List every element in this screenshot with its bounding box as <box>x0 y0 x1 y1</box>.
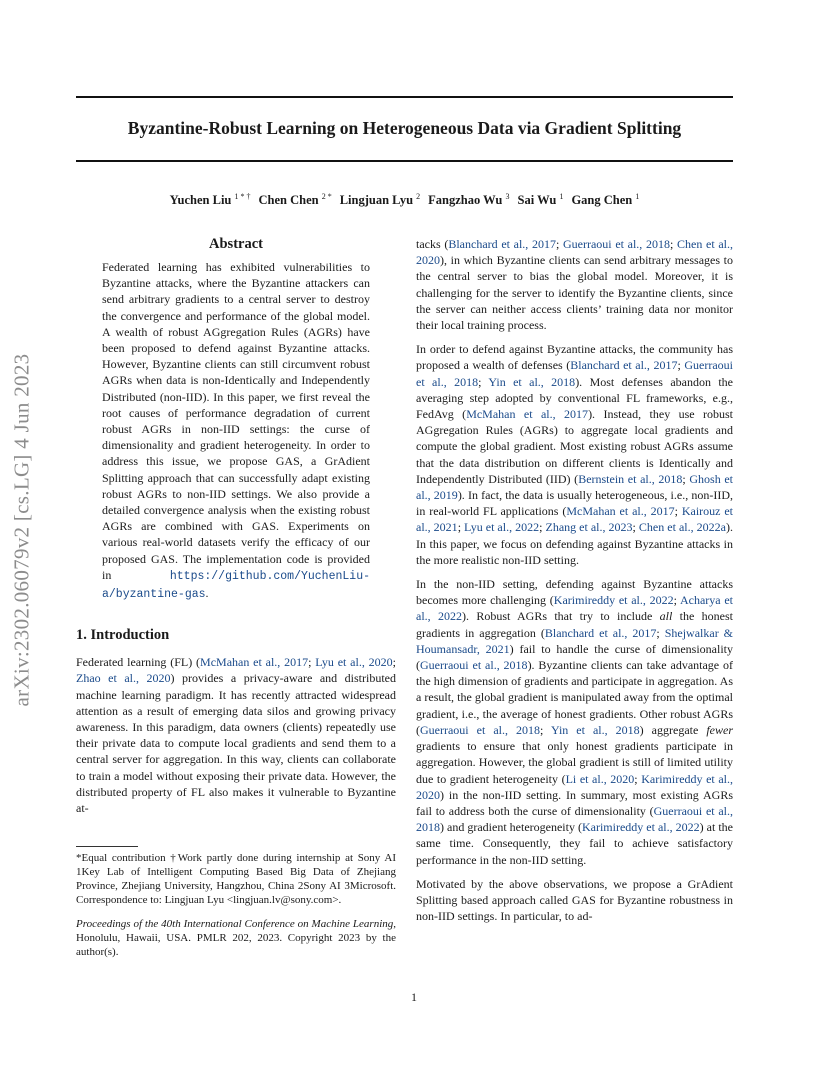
citation-link[interactable]: Guerraoui et al., 2018 <box>420 722 541 737</box>
top-rule <box>76 96 733 98</box>
citation-link[interactable]: McMahan et al., 2017 <box>566 504 675 519</box>
citation-link[interactable]: Blanchard et al., 2017 <box>570 358 678 373</box>
citation-link[interactable]: Lyu et al., 2022 <box>464 520 540 535</box>
author-name: Yuchen Liu $^{1 * \dagger}$ <box>169 192 251 208</box>
citation-link[interactable]: Karimireddy et al., 2020 <box>416 771 734 802</box>
citation-link[interactable]: Guerraoui et al., 2018 <box>416 803 733 835</box>
emphasis: fewer <box>706 722 733 737</box>
citation-link[interactable]: Blanchard et al., 2017 <box>448 237 556 251</box>
citation-link[interactable]: Acharya et al., 2022 <box>416 593 733 624</box>
code-link[interactable]: https://github.com/YuchenLiu-a/byzantine-gas <box>102 569 370 602</box>
arxiv-id: arXiv:2302.06079v2 [cs.LG] 4 Jun 2023 <box>9 353 34 707</box>
abstract-heading: Abstract <box>209 236 263 252</box>
author-name: Gang Chen $^1$ <box>571 192 640 208</box>
author-name: Chen Chen $^{2 *}$ <box>258 192 332 208</box>
citation-link[interactable]: Guerraoui et al., 2018 <box>420 658 528 673</box>
proceedings-venue: Proceedings of the 40th International Conference on Machine Learning <box>76 918 394 930</box>
abstract-body: Federated learning has exhibited vulnerabilities to Byzantine attacks, where the Byzantine attackers can send arbitrary gradients to a central server to destroy the convergence and performance of the global model. A wealth of robust AGgregation Rules (AGRs) have been proposed to defend against Byzantine attacks. However, Byzantine clients can still circumvent robust AGRs when data is non-Identically and Independently Distributed (non-IID). In this paper, we first reveal the root causes of performance degradation of current robust AGRs in non-IID settings: the curse of dimensionality and gradient heterogeneity. In order to address this issue, we propose GAS, a GrAdient Splitting approach that can successfully adapt existing robust AGRs to non-IID settings. We also provide a detailed convergence analysis when the existing robust AGRs are combined with GAS. Experiments on various real-world datasets verify the efficacy of our proposed GAS. The implementation code is provided in <box>102 260 370 582</box>
author-list <box>76 192 733 208</box>
author-name: Fangzhao Wu $^3$ <box>428 192 510 208</box>
affiliation-footnote: *Equal contribution †Work partly done during internship at Sony AI 1Key Lab of Intelligent Computing Based Big Data of Zhejiang Province, Zhejiang University, Hangzhou, China 2Sony AI 3Microsoft. Correspondence to: Lingjuan Lyu <lingjuan.lv@sony.com>. <box>76 852 396 906</box>
author-affiliation-mark: 2 <box>416 192 421 201</box>
citation-link[interactable]: Yin et al., 2018 <box>550 722 640 737</box>
proceedings-details: , Honolulu, Hawaii, USA. PMLR 202, 2023. Copyright 2023 by the author(s). <box>76 918 396 958</box>
abstract-end: . <box>205 586 209 601</box>
citation-link[interactable]: Bernstein et al., 2018 <box>578 471 683 486</box>
citation-link[interactable]: Blanchard et al., 2017 <box>544 625 657 640</box>
citation-link[interactable]: McMahan et al., 2017 <box>200 655 309 670</box>
citation-link[interactable]: Chen et al., 2022a <box>638 520 726 535</box>
page-number: 1 <box>411 990 417 1004</box>
footnote-rule <box>76 846 138 847</box>
citation-link[interactable]: Yin et al., 2018 <box>488 374 576 389</box>
emphasis: all <box>659 609 673 624</box>
citation-link[interactable]: Lyu et al., 2020 <box>315 655 393 670</box>
intro-paragraph-1: Federated learning (FL) (McMahan et al., 2017; Lyu et al., 2020; Zhao et al., 2020) provides a privacy-aware and distributed machine learning paradigm. It has recently attracted widespread attention as a result of emerging data silos and growing privacy awareness. In this paradigm, data owners (clients) repeatedly use their private data to compute local gradients and send them to a central server for aggregation. In this way, clients can collaborate to train a model without exposing their private data. However, the distributed property of FL also makes it vulnerable to Byzantine at- <box>76 655 396 816</box>
footnotes <box>76 846 396 959</box>
citation-link[interactable]: Li et al., 2020 <box>565 771 635 786</box>
section-heading-introduction: 1. Introduction <box>76 627 170 644</box>
citation-link[interactable]: Karimireddy et al., 2022 <box>581 820 700 835</box>
citation-link[interactable]: Guerraoui et al., 2018 <box>416 358 733 389</box>
intro-paragraph-2: In order to defend against Byzantine attacks, the community has proposed a wealth of defenses (Blanchard et al., 2017; Guerraoui et al., 2018; Yin et al., 2018). Most defenses abandon the averaging step adopted by conventional FL frameworks, e.g., FedAvg (McMahan et al., 2017). Instead, they use robust AGgregation Rules (AGRs) to aggregate local gradients and compute the global gradient. Most existing robust AGRs assume that the data distribution on different clients is Identically and Independently Distributed (IID) (Bernstein et al., 2018; Ghosh et al., 2019). In fact, the data is usually heterogeneous, i.e., non-IID, in real-world FL applications (McMahan et al., 2017; Kairouz et al., 2021; Lyu et al., 2022; Zhang et al., 2023; Chen et al., 2022a). In this paper, we focus on defending against Byzantine attacks in the more realistic non-IID setting. <box>416 342 734 567</box>
citation-link[interactable]: Zhang et al., 2023 <box>545 520 633 535</box>
author-affiliation-mark: 1 <box>635 192 640 201</box>
citation-link[interactable]: Zhao et al., 2020 <box>76 671 171 686</box>
citation-link[interactable]: Shejwalkar & Houmansadr, 2021 <box>416 625 733 656</box>
right-column <box>416 236 733 924</box>
author-affiliation-mark: 1 * † <box>234 192 251 201</box>
abstract-text <box>102 259 370 603</box>
title-bottom-rule <box>76 160 733 162</box>
author-affiliation-mark: 1 <box>559 192 564 201</box>
intro-paragraph-3: In the non-IID setting, defending against Byzantine attacks becomes more challenging (Karimireddy et al., 2022; Acharya et al., 2022). Robust AGRs that try to include all the honest gradients in aggregation (Blanchard et al., 2017; Shejwalkar & Houmansadr, 2021) fail to handle the curse of dimensionality (Guerraoui et al., 2018). Byzantine clients can take advantage of the high dimension of gradients and participate in aggregation. As a result, the global gradient is manipulated away from the optimal gradient, i.e., the average of honest gradients. Other robust AGRs (Guerraoui et al., 2018; Yin et al., 2018) aggregate fewer gradients to ensure that only honest gradients participate in aggregation. However, the global gradient is still of limited utility due to gradient heterogeneity (Li et al., 2020; Karimireddy et al., 2020) in the non-IID setting. In summary, most existing AGRs fail to address both the curse of dimensionality (Guerraoui et al., 2018) and gradient heterogeneity (Karimireddy et al., 2022) at the same time. Consequently, they fail to achieve satisfactory performance in the non-IID setting. <box>416 577 734 867</box>
citation-link[interactable]: Kairouz et al., 2021 <box>416 504 734 535</box>
citation-link[interactable]: Guerraoui et al., 2018 <box>563 237 670 251</box>
author-name: Sai Wu $^1$ <box>517 192 564 208</box>
author-name: Lingjuan Lyu $^2$ <box>339 192 421 208</box>
intro-paragraph-4: Motivated by the above observations, we propose a GrAdient Splitting based approach called GAS for Byzantine robustness in non-IID settings. In particular, to ad- <box>416 876 733 924</box>
left-column <box>76 236 396 816</box>
proceedings-note <box>76 917 396 959</box>
citation-link[interactable]: Karimireddy et al., 2022 <box>553 593 674 608</box>
intro-paragraph-1-continued: tacks (Blanchard et al., 2017; Guerraoui et al., 2018; Chen et al., 2020), in which Byzantine clients can send arbitrary messages to the central server to bias the global model. Moreover, it is challenging for the server to identify the Byzantine clients, since the server can neither access clients’ training data nor monitor their local training process. <box>416 237 733 333</box>
citation-link[interactable]: Chen et al., 2020 <box>416 237 733 268</box>
citation-link[interactable]: Ghosh et al., 2019 <box>416 471 733 503</box>
citation-link[interactable]: McMahan et al., 2017 <box>466 407 589 422</box>
author-affiliation-mark: 3 <box>505 192 510 201</box>
author-affiliation-mark: 2 * <box>321 192 332 201</box>
paper-title: Byzantine-Robust Learning on Heterogeneous Data via Gradient Splitting <box>127 118 682 138</box>
